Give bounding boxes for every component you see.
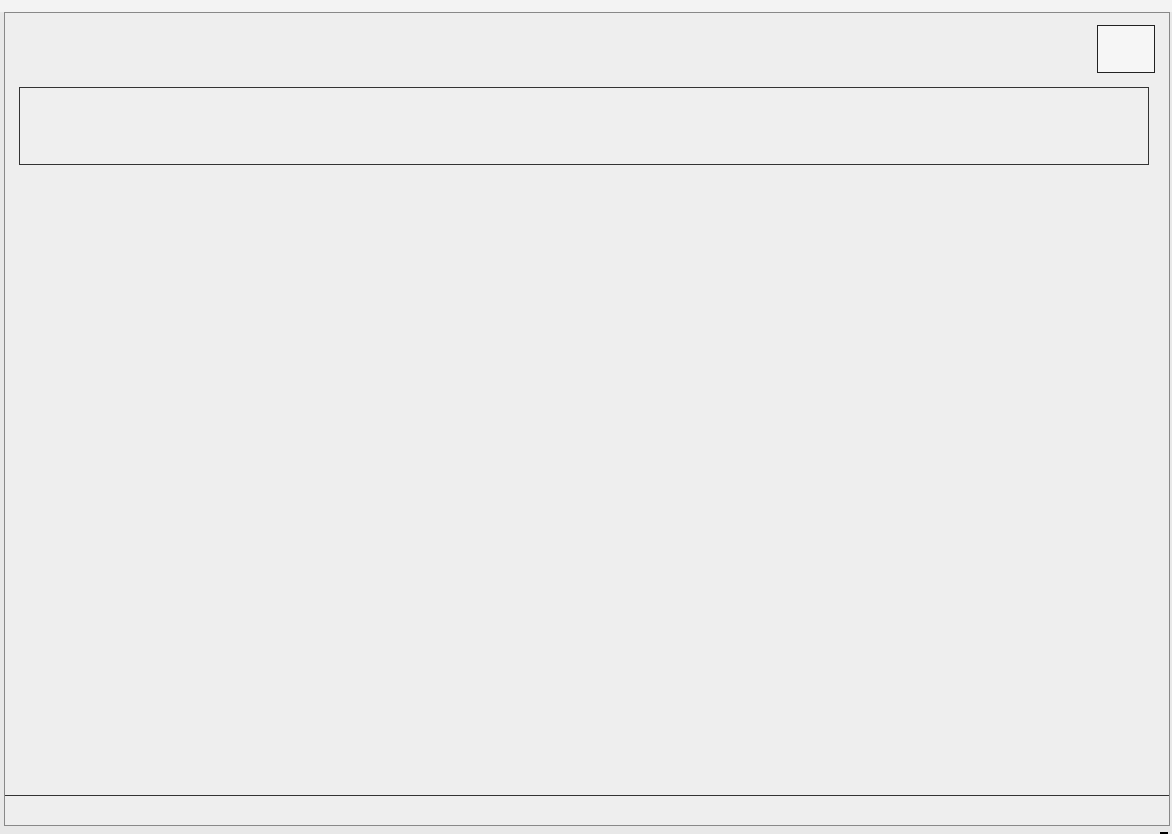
footer-abbreviations bbox=[5, 795, 1169, 826]
census-sheet bbox=[4, 12, 1170, 826]
table-grid bbox=[5, 13, 1169, 825]
archive-banner bbox=[0, 0, 1172, 12]
